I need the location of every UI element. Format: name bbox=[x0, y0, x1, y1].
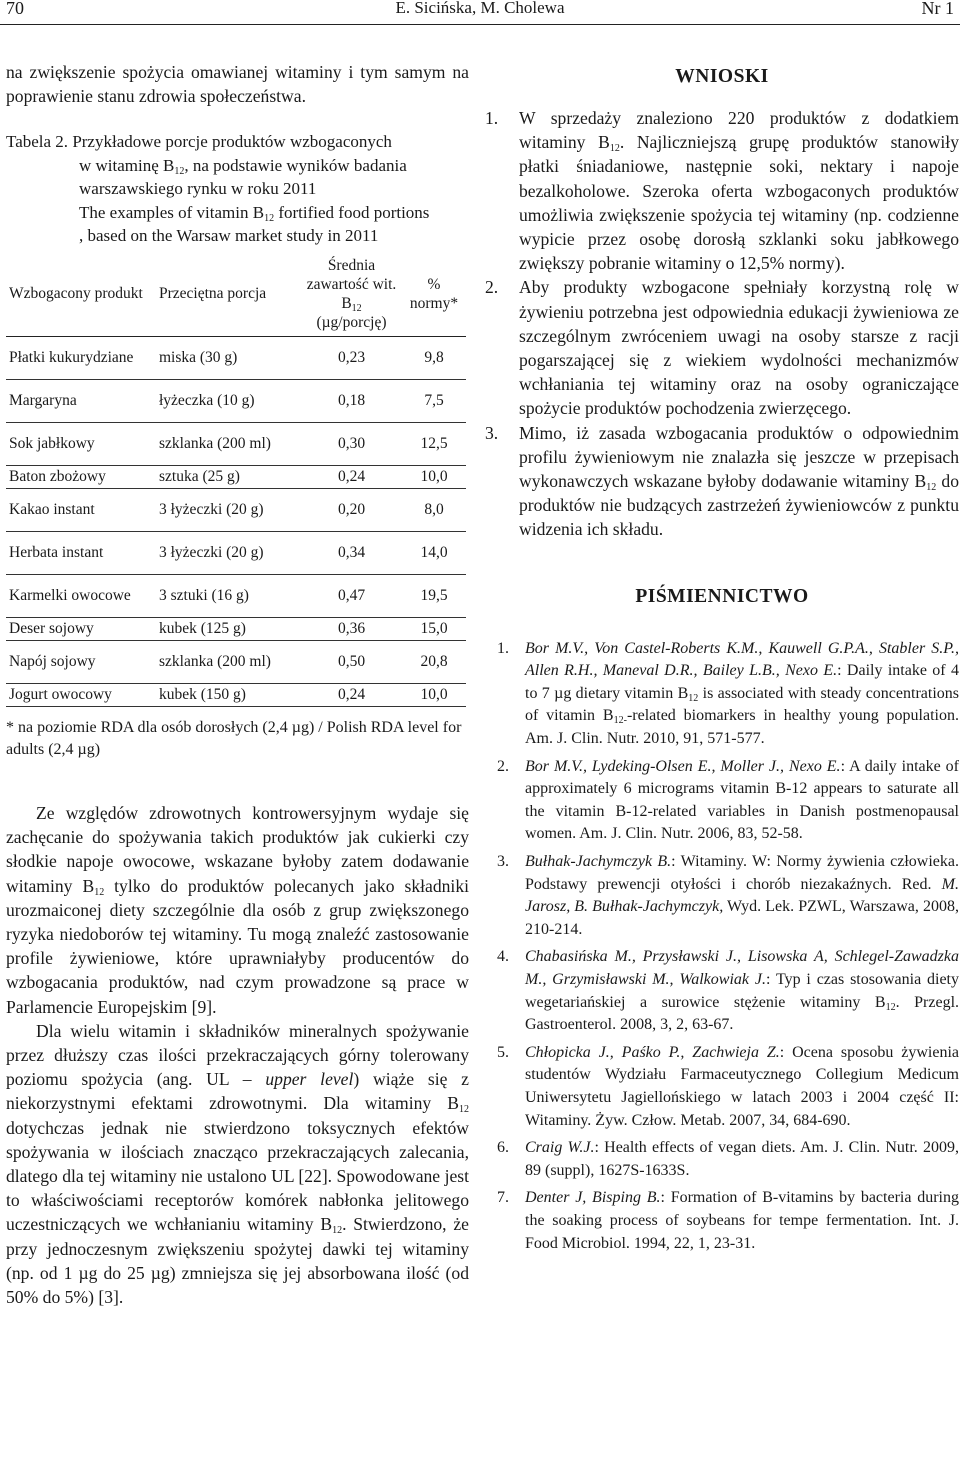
references-heading: PIŚMIENNICTWO bbox=[635, 585, 809, 607]
table-row bbox=[6, 531, 466, 574]
cell-content: 0,47 bbox=[337, 587, 366, 605]
cell-product: Baton zbożowy bbox=[9, 468, 106, 486]
cell-norm: 8,0 bbox=[424, 501, 444, 519]
table-label: Tabela 2. bbox=[6, 132, 69, 152]
body-paragraph-2: Dla wielu witamin i składników mineralnych spożywanie przez dłuższy czas ilości przekraczających górny tolerowany poziomu spożycia (ang. UL – upper level) wiąże się z niekorzystnymi efektami zdrowotnymi. Dla witaminy $B_{12}$ dotychczas jednak nie stwierdzono toksycznych efektów spożywania w ilościach znacząco przekraczających zalecania, dlatego dla tej witaminy nie ustalono UL [22]. Spowodowane jest to właściwościami receptorów komórek nabłonka jelitowego uczestniczących we wchłanianiu witaminy $B_{12}$. Stwierdzono, że przy jednoczesnym zwiększeniu spożytej dawki tej witaminy (np. od 1 µg do 25 µg) zmniejsza się jej absorbowana ilość (od 50% do 5%) [3]. bbox=[6, 1020, 469, 1307]
cell-portion: 3 sztuki (16 g) bbox=[159, 587, 249, 605]
reference-item: 2. Bor M.V., Lydeking-Olsen E., Moller J., Nexo E.: A daily intake of approximately 6 micrograms vitamin B-12 appears to saturate all the vitamin B-12-related variables in Danish postmenopausal women. Am. J. Clin. Nutr. 2006, 83, 52-58. bbox=[497, 757, 959, 843]
cell-norm: 10,0 bbox=[420, 468, 448, 486]
header-norm: % normy* bbox=[409, 275, 459, 312]
conclusions-list bbox=[485, 106, 959, 542]
cell-content: 0,36 bbox=[337, 620, 366, 638]
table-header-row bbox=[6, 256, 466, 337]
cell-norm: 9,8 bbox=[424, 349, 444, 367]
cell-norm: 20,8 bbox=[420, 653, 448, 671]
cell-content: 0,30 bbox=[337, 435, 366, 453]
cell-product: Deser sojowy bbox=[9, 620, 94, 638]
cell-content: 0,50 bbox=[337, 653, 366, 671]
cell-portion: 3 łyżeczki (20 g) bbox=[159, 544, 264, 562]
page-number: 70 bbox=[6, 0, 24, 18]
running-header-authors: E. Sicińska, M. Cholewa bbox=[395, 0, 565, 17]
conclusions-heading: WNIOSKI bbox=[675, 66, 769, 87]
cell-content: 0,23 bbox=[337, 349, 366, 367]
cell-content: 0,24 bbox=[337, 686, 366, 704]
table-row bbox=[6, 574, 466, 617]
reference-item: 7. Denter J, Bisping B.: Formation of B-vitamins by bacteria during the soaking process of soybeans for tempe fermentation. Int. J. Food Microbiol. 1994, 22, 1, 23-31. bbox=[497, 1189, 959, 1252]
cell-norm: 15,0 bbox=[420, 620, 448, 638]
fortified-products-table bbox=[6, 256, 466, 707]
cell-content: 0,20 bbox=[337, 501, 366, 519]
right-column bbox=[485, 60, 959, 1260]
issue-number: Nr 1 bbox=[921, 0, 954, 18]
conclusion-item: 3. Mimo, iż zasada wzbogacania produktów o odpowiednim profilu żywieniowym nie znalazła się jeszcze w przepisach wykonawczych wskazane byłoby dodawanie witaminy $B_{12}$ do produktów nie budzących zastrzeżeń żywieniowców z punktu widzenia ich składu. bbox=[485, 422, 959, 540]
caption-line-1: Przykładowe porcje produktów wzbogaconych bbox=[72, 132, 392, 152]
table-caption: Tabela 2. Przykładowe porcje produktów wzbogaconych w witaminę $B_{12}$, na podstawie wyników badania warszawskiego rynku w roku 2011 The examples of vitamin $B_{12}$ fortified food portions , based on the Warsaw market study in 2011 bbox=[6, 132, 430, 246]
table-row bbox=[6, 683, 466, 706]
table-row bbox=[6, 465, 466, 488]
cell-portion: miska (30 g) bbox=[159, 349, 238, 367]
cell-content: 0,24 bbox=[337, 468, 366, 486]
cell-norm: 10,0 bbox=[420, 686, 448, 704]
table-row bbox=[6, 640, 466, 683]
reference-item: 1. Bor M.V., Von Castel-Roberts K.M., Kauwell G.P.A., Stabler S.P., Allen R.H., Maneval D.R., Bailey L.B., Nexo E.: Daily intake of 4 to 7 µg dietary vitamin $B_{12}$ is associated with steady concentrations of vitamin $B_{12-}$-related biomarkers in healthy young population. Am. J. Clin. Nutr. 2010, 91, 571-577. bbox=[497, 639, 959, 748]
cell-portion: szklanka (200 ml) bbox=[159, 435, 271, 453]
body-paragraph-1: Ze względów zdrowotnych kontrowersyjnym wydaje się zachęcanie do spożywania takich produktów jak cukierki czy słodkie napoje owocowe, wskazane byłoby zatem dodawanie witaminy $B_{12}$ tylko do produktów polecanych jako składniki urozmaiconej diety szczególnie dla osób z grup zwiększonego ryzyka niedoborów tej witaminy. Tu mogą znaleźć zastosowanie profile żywieniowe, które uprawniałyby producentów do wzbogacania produktów, nad czym prowadzone są prace w Parlamencie Europejskim [9]. bbox=[6, 802, 470, 1017]
conclusion-item: 2. Aby produkty wzbogacone spełniały korzystną rolę w żywieniu potrzebna jest odpowiednia edukacji żywieniowa ze szczególnym zwróceniem uwagi na osoby starsze z racji pogarszającej się z wiekiem wydolności mechanizmów wchłaniania tej witaminy oraz na osoby ograniczające spożycie produktów pochodzenia zwierzęcego. bbox=[485, 277, 959, 419]
cell-product: Płatki kukurydziane bbox=[9, 349, 134, 367]
table-row bbox=[6, 379, 466, 422]
references-list bbox=[485, 638, 959, 1255]
table-row bbox=[6, 488, 466, 531]
cell-product: Herbata instant bbox=[9, 544, 104, 562]
cell-norm: 7,5 bbox=[424, 392, 444, 410]
cell-portion: 3 łyżeczki (20 g) bbox=[159, 501, 264, 519]
conclusion-item: 1. W sprzedaży znaleziono 220 produktów z dodatkiem witaminy $B_{12}$. Najliczniejszą grupę produktów stanowiły płatki śniadaniowe, następnie soki, nektary i napoje bezalkoholowe. Szeroka oferta wzbogaconych produktów umożliwia zwiększenie spożycia tej witaminy (np. codzienne wypicie przez osobę dorosłą szklanki soku jabłkowego zwiększy pobranie witaminy o 12,5% normy). bbox=[485, 108, 959, 274]
reference-item: 4. Chabasińska M., Przysławski J., Lisowska A, Schlegel-Zawadzka M., Grzymisławski M., Walkowiak J.: Typ i czas stosowania diety wegetariańskiej a surowice stężenie witaminy $B_{12}$. Przegl. Gastroenterol. 2008, 3, 2, 63-67. bbox=[497, 948, 960, 1034]
cell-product: Kakao instant bbox=[9, 501, 95, 519]
table-row bbox=[6, 617, 466, 640]
header-rule bbox=[0, 24, 960, 25]
intro-paragraph: na zwiększenie spożycia omawianej witaminy i tym samym na poprawienie stanu zdrowia społeczeństwa. bbox=[6, 62, 469, 107]
table-row bbox=[6, 422, 466, 465]
cell-product: Karmelki owocowe bbox=[9, 587, 131, 605]
cell-norm: 12,5 bbox=[420, 435, 448, 453]
cell-content: 0,34 bbox=[337, 544, 366, 562]
header-product: Wzbogacony produkt bbox=[9, 285, 143, 303]
cell-portion: szklanka (200 ml) bbox=[159, 653, 271, 671]
left-column bbox=[6, 60, 469, 1309]
cell-portion: łyżeczka (10 g) bbox=[159, 392, 255, 410]
cell-norm: 19,5 bbox=[420, 587, 448, 605]
cell-product: Napój sojowy bbox=[9, 653, 96, 671]
table-footnote: * na poziomie RDA dla osób dorosłych (2,4 µg) / Polish RDA level for adults (2,4 µg) bbox=[6, 718, 462, 758]
reference-item: 5. Chłopicka J., Paśko P., Zachwieja Z.: Ocena sposobu żywienia studentów Wydziału Farmaceutycznego Collegium Medicum Uniwersytetu Jagiellońskiego w latach 2003 i 2004 część II: Witaminy. Żyw. Człow. Metab. 2007, 34, 684-690. bbox=[497, 1043, 959, 1129]
header-portion: Przeciętna porcja bbox=[159, 285, 267, 303]
cell-portion: kubek (150 g) bbox=[159, 686, 246, 704]
cell-portion: kubek (125 g) bbox=[159, 620, 246, 638]
cell-product: Margaryna bbox=[9, 392, 77, 410]
reference-item: 3. Bułhak-Jachymczyk B.: Witaminy. W: Normy żywienia człowieka. Podstawy prewencji otyłości i chorób niezakaźnych. Red. M. Jarosz, B. Bułhak-Jachymczyk, Wyd. Lek. PZWL, Warszawa, 2008, 210-214. bbox=[497, 853, 960, 938]
cell-portion: sztuka (25 g) bbox=[159, 468, 240, 486]
cell-product: Jogurt owocowy bbox=[9, 686, 112, 704]
header-content: Średnia zawartość wit. $B_{12}$ (µg/porcję) bbox=[306, 256, 397, 331]
cell-product: Sok jabłkowy bbox=[9, 435, 95, 453]
table-row bbox=[6, 336, 466, 379]
reference-item: 6. Craig W.J.: Health effects of vegan diets. Am. J. Clin. Nutr. 2009, 89 (suppl), 1627S-1633S. bbox=[497, 1139, 959, 1179]
cell-content: 0,18 bbox=[337, 392, 366, 410]
cell-norm: 14,0 bbox=[420, 544, 448, 562]
